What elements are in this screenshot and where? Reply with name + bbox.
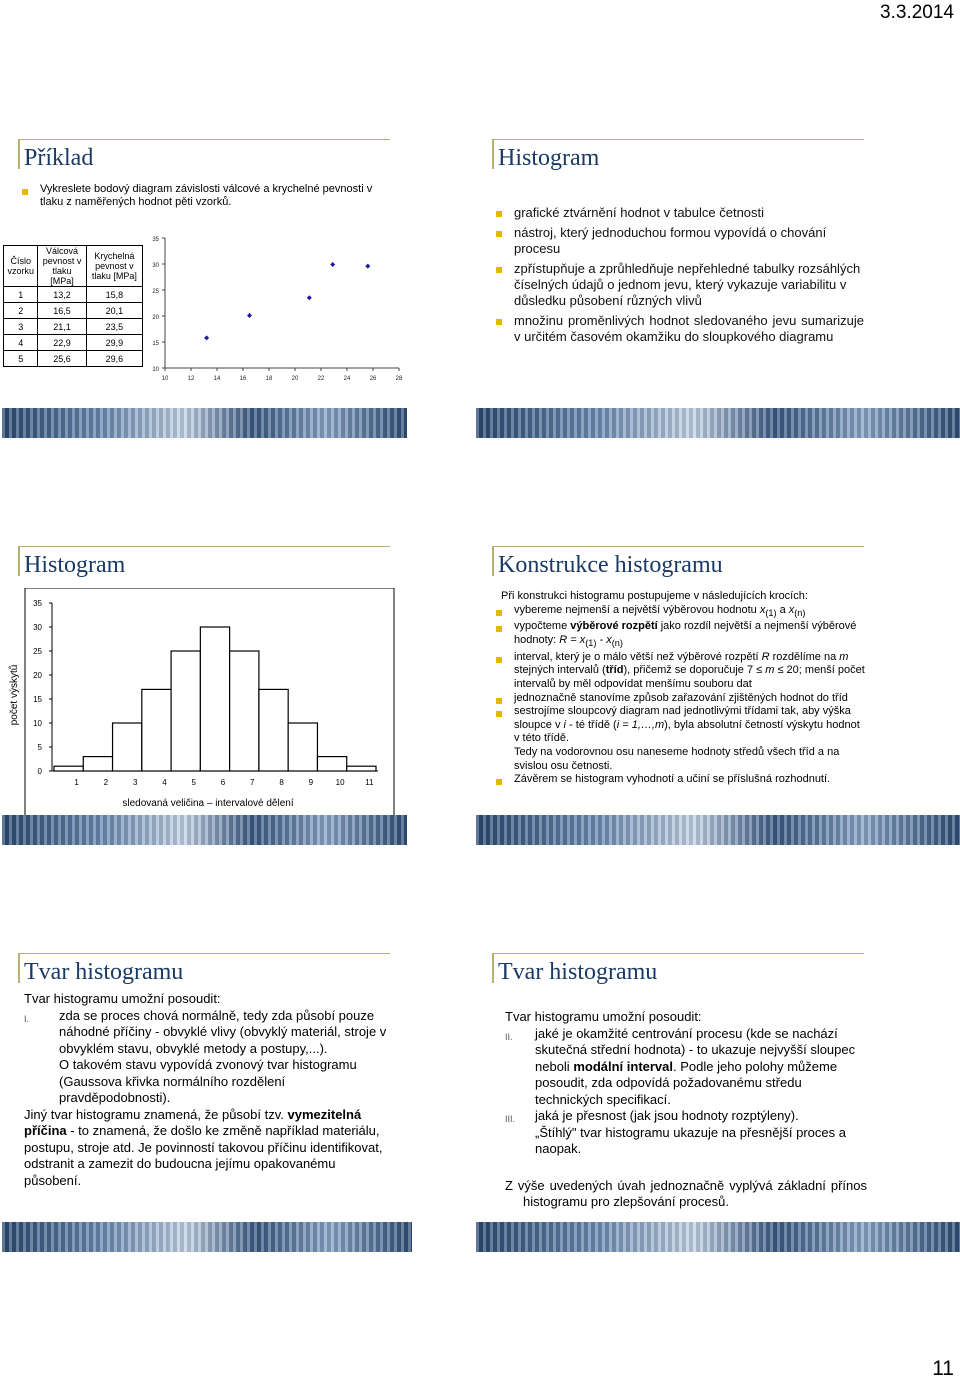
paragraph <box>24 1107 389 1190</box>
text: a <box>776 603 789 616</box>
y-tick-label: 20 <box>33 671 42 680</box>
bullet-select-extremes <box>492 604 866 621</box>
bullet: grafické ztvárnění hodnot v tabulce četnosti <box>492 205 864 221</box>
text: (1) <box>765 607 777 618</box>
y-tick-label: 35 <box>33 599 42 608</box>
text: R = x <box>559 633 586 646</box>
title-rule <box>18 139 390 140</box>
date-label: 3.3.2014 <box>880 2 954 23</box>
table-cell: 1 <box>4 287 38 303</box>
text: tříd <box>605 664 624 677</box>
intro-text: Tvar histogramu umožní posoudit: <box>24 991 221 1006</box>
text: jaké je okamžité centrování procesu (kde se nachází skutečná střední hodnota) - to ukazuje nejvyšší sloupec neboli <box>535 1025 856 1074</box>
x-tick-label: 20 <box>291 376 299 382</box>
text: (n) <box>794 607 806 618</box>
decorative-banner <box>476 408 960 438</box>
slide-histogram-shape-1 <box>18 953 462 1253</box>
histogram-bar <box>230 651 259 771</box>
x-tick-label: 1 <box>74 778 79 787</box>
bullet-range <box>492 620 866 650</box>
item-text: zda se proces chová normálně, tedy zda působí pouze náhodné příčiny - obvyklé vlivy (obvyklý materiál, stroje v obvyklém stavu, obvyklé metody a postupy,...). <box>59 1007 387 1056</box>
x-tick-label: 6 <box>220 778 226 787</box>
text: Jiný tvar histogramu znamená, že působí tzv. <box>24 1106 288 1122</box>
title-rule <box>492 139 864 140</box>
x-tick-label: 8 <box>279 778 284 787</box>
x-tick-label: 16 <box>239 376 247 382</box>
x-tick-label: 18 <box>265 376 273 382</box>
x-tick-label: 22 <box>317 376 325 382</box>
title-rule-vertical <box>492 546 494 576</box>
y-axis-label: počet výskytů <box>9 664 20 726</box>
table-header: Číslo vzorku <box>4 246 38 287</box>
data-point <box>247 313 252 318</box>
text: R <box>761 650 770 663</box>
text: m <box>839 650 849 663</box>
histogram-bar <box>83 757 112 771</box>
data-point <box>330 262 335 267</box>
title-rule <box>492 953 864 954</box>
x-tick-label: 10 <box>335 778 345 787</box>
bullet-bar-chart <box>492 705 866 773</box>
histogram-bar <box>317 757 346 771</box>
histogram-bar <box>113 723 142 771</box>
table-cell: 15,8 <box>86 287 142 303</box>
bullet-evaluate: Závěrem se histogram vyhodnotí a učiní se příslušná rozhodnutí. <box>492 773 866 787</box>
histogram-bar <box>347 766 376 771</box>
y-tick-label: 25 <box>33 647 42 656</box>
scatter-chart <box>145 228 407 388</box>
x-tick-label: 26 <box>369 376 377 382</box>
table-cell: 23,5 <box>86 319 142 335</box>
text: rozdělíme na <box>769 650 840 663</box>
item-text: jaká je přesnost (jak jsou hodnoty rozptýleny). <box>535 1108 799 1123</box>
item-text: „Štíhlý" tvar histogramu ukazuje na přesnější proces a naopak. <box>535 1124 846 1156</box>
y-tick-label: 35 <box>152 237 159 243</box>
samples-table <box>3 245 143 367</box>
roman-numeral: III. <box>505 1114 516 1124</box>
x-tick-label: 14 <box>213 376 221 382</box>
slide-histogram-definition <box>492 139 936 439</box>
histogram-bar <box>142 689 171 771</box>
table-cell: 22,9 <box>38 335 86 351</box>
text: vypočteme <box>514 620 571 633</box>
x-tick-label: 24 <box>343 376 351 382</box>
text: ≤ <box>756 664 763 677</box>
decorative-banner <box>476 1222 960 1252</box>
x-tick-label: 7 <box>250 778 255 787</box>
histogram-bar <box>259 689 288 771</box>
histogram-bar <box>288 723 317 771</box>
bullet: nástroj, který jednoduchou formou vypovídá o chování procesu <box>492 225 864 257</box>
conclusion-text: Z výše uvedených úvah jednoznačně vyplývá základní přínos histogramu pro zlepšování procesů. <box>505 1177 867 1209</box>
text: x <box>759 603 766 616</box>
title-rule-vertical <box>492 953 494 983</box>
text: ), přičemž se doporučuje 7 <box>623 664 757 677</box>
table-cell: 20,1 <box>86 303 142 319</box>
table-cell: 3 <box>4 319 38 335</box>
y-tick-label: 25 <box>152 289 159 295</box>
text: . Podle jeho polohy můžeme posoudit, zda odpovídá požadovanému středu technických specifikací. <box>535 1058 838 1107</box>
text: ), byla absolutní četností výskytu hodnot v této třídě. <box>514 718 860 745</box>
text: sestrojíme sloupcový diagram nad jednotlivými třídami tak, aby výška sloupce v <box>514 705 851 731</box>
y-tick-label: 20 <box>152 315 159 321</box>
x-tick-label: 4 <box>162 778 167 787</box>
histogram-bar <box>200 627 229 771</box>
text: (n) <box>611 638 623 649</box>
histogram-bar <box>171 651 200 771</box>
y-tick-label: 10 <box>152 367 159 373</box>
text: i <box>563 718 566 731</box>
table-header: Krychelná pevnost v tlaku [MPa] <box>86 246 142 287</box>
x-tick-label: 5 <box>191 778 196 787</box>
decorative-banner <box>2 408 407 438</box>
roman-numeral: II. <box>505 1031 513 1042</box>
table-cell: 13,2 <box>38 287 86 303</box>
text: - x <box>596 633 612 646</box>
text: jako rozdíl největší a nejmenší výběrové hodnoty: <box>514 620 857 646</box>
table-cell: 29,6 <box>86 351 142 367</box>
table-cell: 5 <box>4 351 38 367</box>
title-rule-vertical <box>18 953 20 983</box>
text: 20; menší počet intervalů by měl odpovídat menšímu souboru dat <box>514 664 865 690</box>
item-text: O takovém stavu vypovídá zvonový tvar histogramu (Gaussova křivka normálního rozdělení pravděpodobnosti). <box>59 1057 357 1105</box>
text: vybereme nejmenší a největší výběrovou hodnotu <box>514 603 760 616</box>
histogram-bar <box>54 766 83 771</box>
intro-text: Při konstrukci histogramu postupujeme v následujících krocích: <box>501 590 808 602</box>
x-tick-label: 2 <box>103 778 109 787</box>
decorative-banner <box>2 1222 412 1252</box>
slide-title: Tvar histogramu <box>498 959 658 985</box>
histogram-chart <box>0 588 395 820</box>
table-cell: 2 <box>4 303 38 319</box>
y-tick-label: 10 <box>33 719 42 728</box>
y-tick-label: 15 <box>33 695 42 704</box>
y-tick-label: 30 <box>33 623 42 632</box>
text: ≤ <box>777 664 784 677</box>
x-tick-label: 11 <box>365 778 374 787</box>
bullet: zpřístupňuje a zprůhledňuje nepřehledné tabulky rozsáhlých číselných údajů o jednom jevu, který vykazuje variabilitu v důsledku působení různých vlivů <box>492 261 864 309</box>
slide-histogram-construction <box>492 546 936 846</box>
x-tick-label: 28 <box>395 376 403 382</box>
data-point <box>204 335 209 340</box>
slide-title: Histogram <box>24 552 126 578</box>
slide-histogram-shape-2 <box>492 953 936 1253</box>
x-axis-label: sledovaná veličina – intervalové dělení <box>122 798 294 809</box>
decorative-banner <box>476 815 960 845</box>
text: stejných intervalů ( <box>514 664 606 677</box>
item-text <box>535 1026 867 1109</box>
bullet-intervals <box>492 651 866 692</box>
text: (1) <box>585 638 597 649</box>
text: vymezitelná příčina <box>24 1106 362 1138</box>
table-cell: 25,6 <box>38 351 86 367</box>
page-number: 11 <box>932 1357 954 1380</box>
y-tick-label: 15 <box>152 341 159 347</box>
text: - té třídě ( <box>565 718 617 731</box>
bullet-classify: jednoznačně stanovíme způsob zařazování zjištěných hodnot do tříd <box>492 692 866 706</box>
title-rule <box>18 546 390 547</box>
slide-title: Tvar histogramu <box>24 959 184 985</box>
bullet: Vykreslete bodový diagram závislosti válcové a krychelné pevnosti v tlaku z naměřených hodnot pěti vzorků. <box>18 183 383 209</box>
text: m <box>762 664 778 677</box>
text: interval, který je o málo větší než výběrové rozpětí <box>514 650 762 663</box>
x-tick-label: 10 <box>161 376 169 382</box>
x-tick-label: 9 <box>308 778 314 787</box>
text: i = 1,…,m <box>616 718 665 731</box>
text: x <box>788 603 795 616</box>
title-rule <box>18 953 390 954</box>
x-tick-label: 12 <box>187 376 195 382</box>
table-header: Válcová pevnost v tlaku [MPa] <box>38 246 86 287</box>
y-tick-label: 5 <box>37 743 42 752</box>
roman-numeral: I. <box>24 1013 30 1024</box>
decorative-banner <box>2 815 407 845</box>
title-rule <box>492 546 864 547</box>
table-cell: 4 <box>4 335 38 351</box>
slide-title: Histogram <box>498 145 600 171</box>
title-rule-vertical <box>18 546 20 576</box>
table-cell: 29,9 <box>86 335 142 351</box>
data-point <box>307 295 312 300</box>
intro-text: Tvar histogramu umožní posoudit: <box>505 1009 702 1024</box>
slide-title: Příklad <box>24 145 94 171</box>
x-tick-label: 3 <box>132 778 138 787</box>
slide-title: Konstrukce histogramu <box>498 552 723 578</box>
text: modální interval <box>573 1058 674 1074</box>
table-cell: 21,1 <box>38 319 86 335</box>
data-point <box>365 264 370 269</box>
y-tick-label: 0 <box>37 767 42 776</box>
title-rule-vertical <box>492 139 494 169</box>
text: výběrové rozpětí <box>570 620 658 633</box>
y-tick-label: 30 <box>152 263 159 269</box>
title-rule-vertical <box>18 139 20 169</box>
table-cell: 16,5 <box>38 303 86 319</box>
bullet: množinu proměnlivých hodnot sledovaného jevu sumarizuje v určitém časovém okamžiku do sloupkového diagramu <box>492 313 864 345</box>
text: - to znamená, že došlo ke změně například materiálu, postupu, stroje atd. Je povinností takovou příčinu identifikovat, odstranit a zamezit do budoucna jejímu opakovanému působení. <box>24 1123 383 1188</box>
bullet-continuation: Tedy na vodorovnou osu naneseme hodnoty středů všech tříd a na svislou osu četnosti. <box>514 745 840 772</box>
